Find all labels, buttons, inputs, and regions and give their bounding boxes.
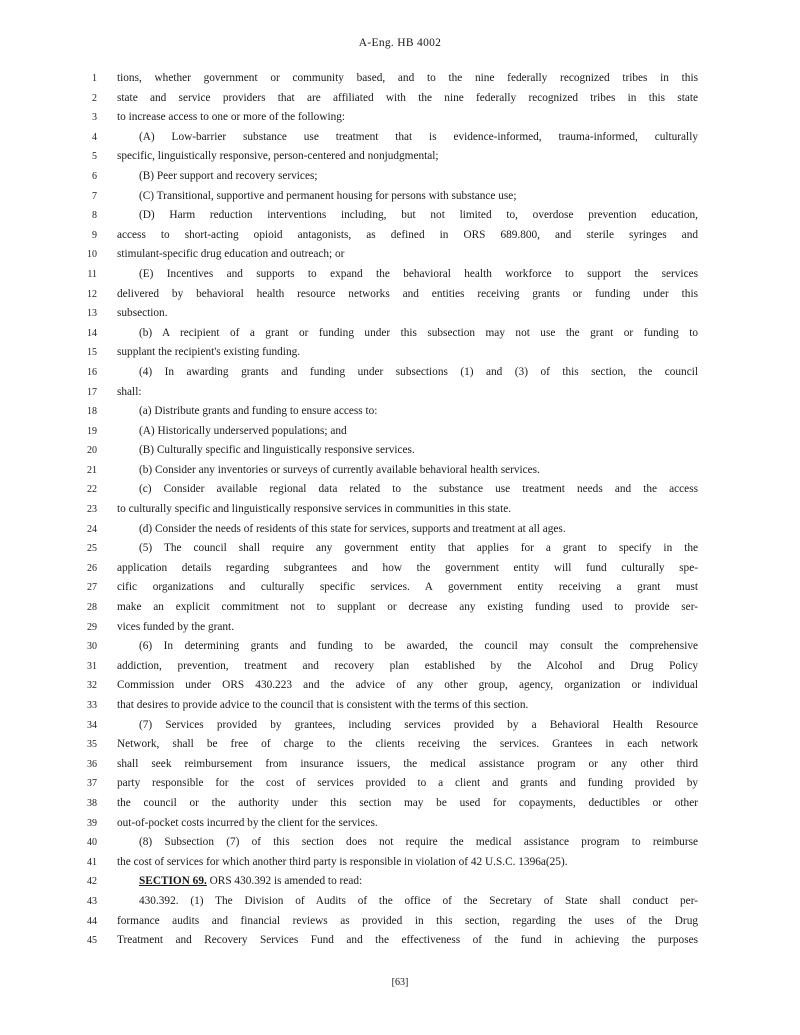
line-number: 21 [87, 464, 97, 476]
line-number: 23 [87, 504, 97, 516]
line-number: 45 [87, 935, 97, 947]
line-text: (A) Low-barrier substance use treatment that is evidence-informed, trauma-informed, culturally [139, 130, 698, 143]
document-line [0, 461, 800, 481]
line-text: supplant the recipient's existing funding. [117, 346, 301, 359]
document-line [0, 245, 800, 265]
line-number: 39 [87, 817, 97, 829]
line-number: 27 [87, 582, 97, 594]
line-number: 25 [87, 543, 97, 555]
section-label: SECTION 69. [139, 875, 207, 888]
line-text: (8) Subsection (7) of this section does not require the medical assistance program to reimburse [139, 836, 698, 849]
line-text: (b) Consider any inventories or surveys of currently available behavioral health services. [139, 463, 540, 476]
document-line [0, 343, 800, 363]
document-line [0, 206, 800, 226]
line-number: 19 [87, 425, 97, 437]
document-line [0, 480, 800, 500]
line-number: 12 [87, 288, 97, 300]
document-line [0, 167, 800, 187]
line-number: 41 [87, 856, 97, 868]
line-text: stimulant-specific drug education and outreach; or [117, 248, 345, 261]
line-number: 37 [87, 778, 97, 790]
line-number: 31 [87, 660, 97, 672]
line-text: (d) Consider the needs of residents of this state for services, supports and treatment at all ages. [139, 522, 566, 535]
line-text: (E) Incentives and supports to expand the behavioral health workforce to support the services [139, 267, 698, 280]
line-number: 2 [92, 92, 97, 104]
line-number: 35 [87, 739, 97, 751]
line-text: the council or the authority under this section may be used for copayments, deductibles or other [117, 796, 698, 809]
line-text: shall: [117, 385, 142, 398]
line-number: 42 [87, 876, 97, 888]
document-line [0, 716, 800, 736]
line-text: (4) In awarding grants and funding under subsections (1) and (3) of this section, the council [139, 365, 698, 378]
line-text: (5) The council shall require any government entity that applies for a grant to specify in the [139, 542, 698, 555]
document-line [0, 774, 800, 794]
line-text: (b) A recipient of a grant or funding under this subsection may not use the grant or funding to [139, 326, 698, 339]
line-text: that desires to provide advice to the council that is consistent with the terms of this section. [117, 699, 529, 711]
document-line [0, 657, 800, 677]
document-line [0, 853, 800, 873]
line-text: (B) Peer support and recovery services; [139, 169, 318, 182]
page-header: A-Eng. HB 4002 [358, 37, 442, 49]
line-number: 18 [87, 406, 97, 418]
line-number: 29 [87, 621, 97, 633]
document-line [0, 226, 800, 246]
line-text: (6) In determining grants and funding to be awarded, the council may consult the comprehensive [139, 640, 698, 653]
line-text: 430.392. (1) The Division of Audits of the office of the Secretary of State shall conduct per- [139, 894, 698, 907]
line-number: 10 [87, 249, 97, 261]
document-line [0, 363, 800, 383]
document-line [0, 128, 800, 148]
document-line [0, 872, 800, 892]
document-line [0, 285, 800, 305]
line-text: cific organizations and culturally specific services. A government entity receiving a grant must [117, 581, 698, 594]
document-line [0, 618, 800, 638]
document-line [0, 383, 800, 403]
line-text: (D) Harm reduction interventions including, but not limited to, overdose prevention education, [139, 209, 698, 222]
document-line [0, 833, 800, 853]
line-number: 26 [87, 562, 97, 574]
line-number: 38 [87, 797, 97, 809]
document-line [0, 676, 800, 696]
line-text: (A) Historically underserved populations; and [139, 424, 347, 437]
line-text [117, 872, 698, 892]
line-text: (C) Transitional, supportive and permanent housing for persons with substance use; [139, 189, 517, 202]
document-body [0, 69, 800, 951]
line-text: (a) Distribute grants and funding to ensure access to: [139, 405, 378, 418]
document-line [0, 304, 800, 324]
line-number: 20 [87, 445, 97, 457]
line-text: to culturally specific and linguistically responsive services in communities in this state. [117, 503, 512, 516]
document-line [0, 324, 800, 344]
document-line [0, 108, 800, 128]
line-number: 43 [87, 895, 97, 907]
document-line [0, 422, 800, 442]
line-number: 7 [92, 190, 97, 202]
line-text: (B) Culturally specific and linguistically responsive services. [139, 444, 415, 457]
document-line [0, 696, 800, 716]
document-line [0, 912, 800, 932]
document-line [0, 755, 800, 775]
line-text: (c) Consider available regional data related to the substance use treatment needs and the access [139, 483, 698, 496]
line-text: make an explicit commitment not to supplant or decrease any existing funding used to provide ser- [117, 601, 698, 614]
line-number: 13 [87, 308, 97, 320]
line-number: 8 [92, 210, 97, 222]
line-number: 15 [87, 347, 97, 359]
line-text: (7) Services provided by grantees, including services provided by a Behavioral Health Resource [139, 718, 698, 731]
document-line [0, 559, 800, 579]
line-text: Commission under ORS 430.223 and the advice of any other group, agency, organization or individual [117, 679, 698, 692]
line-number: 16 [87, 366, 97, 378]
line-number: 36 [87, 758, 97, 770]
line-number: 6 [92, 170, 97, 182]
line-number: 9 [92, 229, 97, 241]
line-text: vices funded by the grant. [117, 620, 235, 633]
section-text: ORS 430.392 is amended to read: [206, 875, 363, 888]
line-number: 44 [87, 915, 97, 927]
line-number: 14 [87, 327, 97, 339]
line-number: 32 [87, 680, 97, 692]
line-text: formance audits and financial reviews as provided in this section, regarding the uses of the Drug [117, 914, 698, 927]
line-text: subsection. [117, 307, 168, 320]
document-line [0, 892, 800, 912]
line-text: shall seek reimbursement from insurance issuers, the medical assistance program or any other third [117, 757, 698, 770]
line-text: delivered by behavioral health resource networks and entities receiving grants or funding under this [117, 287, 698, 300]
document-line [0, 89, 800, 109]
document-line [0, 735, 800, 755]
line-number: 22 [87, 484, 97, 496]
document-line [0, 814, 800, 834]
line-number: 28 [87, 602, 97, 614]
line-number: 24 [87, 523, 97, 535]
document-line [0, 441, 800, 461]
line-number: 30 [87, 641, 97, 653]
document-line [0, 402, 800, 422]
page-number: [63] [391, 977, 409, 988]
line-text: out-of-pocket costs incurred by the client for the services. [117, 816, 378, 829]
document-line [0, 500, 800, 520]
line-text: party responsible for the cost of services provided to a client and grants and funding provided by [117, 777, 698, 790]
line-number: 33 [87, 700, 97, 711]
document-line [0, 187, 800, 207]
line-number: 1 [92, 73, 97, 84]
line-number: 3 [92, 112, 97, 124]
document-line [0, 578, 800, 598]
line-text: application details regarding subgrantees and how the government entity will fund culturally spe- [117, 561, 698, 574]
line-text: Treatment and Recovery Services Fund and the effectiveness of the fund in achieving the purposes [117, 934, 698, 947]
line-text: the cost of services for which another third party is responsible in violation of 42 U.S.C. 1396a(25). [117, 855, 568, 868]
line-number: 11 [87, 268, 97, 280]
line-text: Network, shall be free of charge to the clients receiving the services. Grantees in each network [117, 738, 698, 751]
line-number: 40 [87, 837, 97, 849]
line-text: specific, linguistically responsive, person-centered and nonjudgmental; [117, 150, 439, 163]
line-text: addiction, prevention, treatment and recovery plan established by the Alcohol and Drug Policy [117, 659, 698, 672]
document-line [0, 598, 800, 618]
line-number: 4 [92, 131, 97, 143]
line-number: 17 [87, 386, 97, 398]
document-line [0, 637, 800, 657]
document-line [0, 265, 800, 285]
document-line [0, 520, 800, 540]
document-line [0, 931, 800, 951]
line-text: tions, whether government or community based, and to the nine federally recognized tribes in this [117, 72, 698, 84]
document-line [0, 794, 800, 814]
document-line [0, 147, 800, 167]
line-number: 5 [92, 151, 97, 163]
line-text: access to short-acting opioid antagonists, as defined in ORS 689.800, and sterile syringes and [117, 228, 698, 241]
document-line [0, 69, 800, 89]
document-line [0, 539, 800, 559]
line-text: to increase access to one or more of the following: [117, 111, 346, 124]
line-text: state and service providers that are affiliated with the nine federally recognized tribes in this state [117, 91, 698, 104]
line-number: 34 [87, 719, 97, 731]
